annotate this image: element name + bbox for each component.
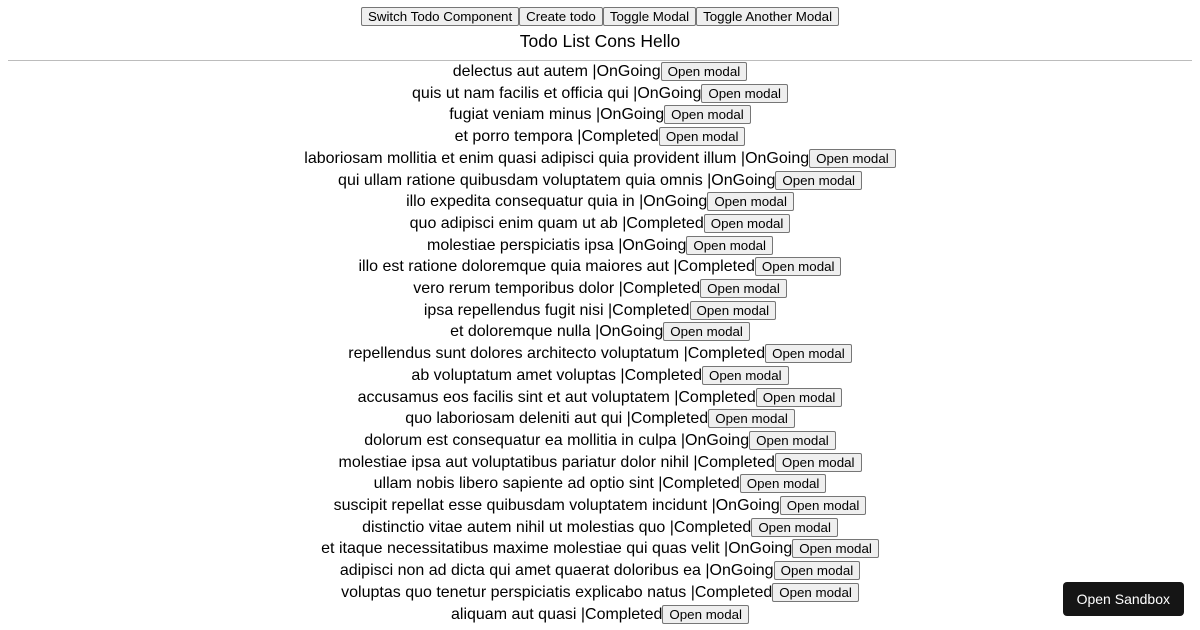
open-modal-button[interactable]: Open modal bbox=[659, 127, 746, 146]
open-modal-button[interactable]: Open modal bbox=[809, 149, 896, 168]
todo-row bbox=[0, 278, 1200, 300]
todo-row bbox=[0, 582, 1200, 604]
todo-item-label: delectus aut autem |OnGoing bbox=[452, 63, 661, 80]
open-modal-button[interactable]: Open modal bbox=[751, 518, 838, 537]
todo-item-label: quis ut nam facilis et officia qui |OnGoing bbox=[412, 84, 702, 102]
todo-row bbox=[0, 300, 1200, 322]
open-sandbox-button[interactable]: Open Sandbox bbox=[1063, 582, 1184, 616]
toolbar bbox=[0, 0, 1200, 26]
open-modal-button[interactable]: Open modal bbox=[662, 605, 749, 624]
open-modal-button[interactable]: Open modal bbox=[775, 171, 862, 190]
open-modal-button[interactable]: Open modal bbox=[775, 453, 862, 472]
todo-list bbox=[0, 61, 1200, 625]
open-modal-button[interactable]: Open modal bbox=[704, 214, 791, 233]
todo-item-label: et itaque necessitatibus maxime molestiae qui quas velit |OnGoing bbox=[321, 540, 793, 558]
todo-row bbox=[0, 83, 1200, 105]
open-modal-button[interactable]: Open modal bbox=[686, 236, 773, 255]
open-modal-button[interactable]: Open modal bbox=[701, 84, 788, 103]
open-modal-button[interactable]: Open modal bbox=[702, 366, 789, 385]
todo-item-label: distinctio vitae autem nihil ut molestias quo |Completed bbox=[362, 518, 752, 536]
todo-item-label: vero rerum temporibus dolor |Completed bbox=[413, 280, 701, 298]
todo-item-label: voluptas quo tenetur perspiciatis explicabo natus |Completed bbox=[341, 583, 773, 601]
todo-row bbox=[0, 473, 1200, 495]
todo-row bbox=[0, 408, 1200, 430]
todo-item-label: suscipit repellat esse quibusdam voluptatem incidunt |OnGoing bbox=[333, 497, 780, 515]
todo-item-label: fugiat veniam minus |OnGoing bbox=[449, 106, 665, 124]
todo-item-label: dolorum est consequatur ea mollitia in culpa |OnGoing bbox=[364, 431, 750, 449]
todo-item-label: ab voluptatum amet voluptas |Completed bbox=[411, 366, 702, 384]
open-modal-button[interactable]: Open modal bbox=[700, 279, 787, 298]
todo-row bbox=[0, 213, 1200, 235]
open-modal-button[interactable]: Open modal bbox=[765, 344, 852, 363]
todo-item-label: aliquam aut quasi |Completed bbox=[451, 605, 663, 623]
todo-item-label: accusamus eos facilis sint et aut voluptatem |Completed bbox=[357, 388, 756, 406]
open-modal-button[interactable]: Open modal bbox=[792, 539, 879, 558]
todo-row bbox=[0, 191, 1200, 213]
open-modal-button[interactable]: Open modal bbox=[664, 105, 751, 124]
open-modal-button[interactable]: Open modal bbox=[707, 192, 794, 211]
todo-item-label: illo expedita consequatur quia in |OnGoing bbox=[406, 193, 708, 211]
todo-item-label: quo adipisci enim quam ut ab |Completed bbox=[409, 214, 704, 232]
toolbar-button-3[interactable]: Toggle Another Modal bbox=[696, 7, 839, 26]
open-modal-button[interactable]: Open modal bbox=[749, 431, 836, 450]
todo-row bbox=[0, 321, 1200, 343]
todo-item-label: et porro tempora |Completed bbox=[454, 128, 659, 146]
open-modal-button[interactable]: Open modal bbox=[740, 474, 827, 493]
todo-row bbox=[0, 387, 1200, 409]
open-modal-button[interactable]: Open modal bbox=[772, 583, 859, 602]
todo-item-label: laboriosam mollitia et enim quasi adipisci quia provident illum |OnGoing bbox=[304, 149, 810, 167]
todo-row bbox=[0, 170, 1200, 192]
todo-row bbox=[0, 235, 1200, 257]
todo-item-label: ullam nobis libero sapiente ad optio sint |Completed bbox=[373, 475, 740, 493]
todo-item-label: adipisci non ad dicta qui amet quaerat doloribus ea |OnGoing bbox=[339, 562, 774, 580]
todo-row bbox=[0, 343, 1200, 365]
todo-item-label: quo laboriosam deleniti aut qui |Completed bbox=[405, 410, 709, 428]
todo-row bbox=[0, 430, 1200, 452]
page-title: Todo List Cons Hello bbox=[519, 31, 681, 51]
todo-row bbox=[0, 126, 1200, 148]
open-modal-button[interactable]: Open modal bbox=[708, 409, 795, 428]
todo-item-label: ipsa repellendus fugit nisi |Completed bbox=[423, 301, 690, 319]
todo-row bbox=[0, 365, 1200, 387]
toolbar-button-1[interactable]: Create todo bbox=[519, 7, 603, 26]
todo-row bbox=[0, 538, 1200, 560]
todo-row bbox=[0, 148, 1200, 170]
toolbar-button-0[interactable]: Switch Todo Component bbox=[361, 7, 519, 26]
todo-item-label: et doloremque nulla |OnGoing bbox=[450, 323, 664, 341]
todo-row bbox=[0, 604, 1200, 626]
todo-item-label: illo est ratione doloremque quia maiores aut |Completed bbox=[358, 258, 755, 276]
todo-item-label: molestiae perspiciatis ipsa |OnGoing bbox=[427, 236, 687, 254]
todo-row bbox=[0, 256, 1200, 278]
open-modal-button[interactable]: Open modal bbox=[690, 301, 777, 320]
open-modal-button[interactable]: Open modal bbox=[661, 62, 748, 81]
todo-row bbox=[0, 61, 1200, 83]
todo-item-label: molestiae ipsa aut voluptatibus pariatur dolor nihil |Completed bbox=[338, 453, 775, 471]
open-modal-button[interactable]: Open modal bbox=[756, 388, 843, 407]
todo-row bbox=[0, 560, 1200, 582]
todo-row bbox=[0, 452, 1200, 474]
todo-item-label: repellendus sunt dolores architecto voluptatum |Completed bbox=[348, 345, 766, 363]
todo-item-label: qui ullam ratione quibusdam voluptatem quia omnis |OnGoing bbox=[338, 171, 776, 189]
open-modal-button[interactable]: Open modal bbox=[774, 561, 861, 580]
todo-row bbox=[0, 495, 1200, 517]
toolbar-button-2[interactable]: Toggle Modal bbox=[603, 7, 696, 26]
todo-row bbox=[0, 517, 1200, 539]
todo-row bbox=[0, 104, 1200, 126]
open-modal-button[interactable]: Open modal bbox=[755, 257, 842, 276]
open-modal-button[interactable]: Open modal bbox=[663, 322, 750, 341]
open-modal-button[interactable]: Open modal bbox=[780, 496, 867, 515]
